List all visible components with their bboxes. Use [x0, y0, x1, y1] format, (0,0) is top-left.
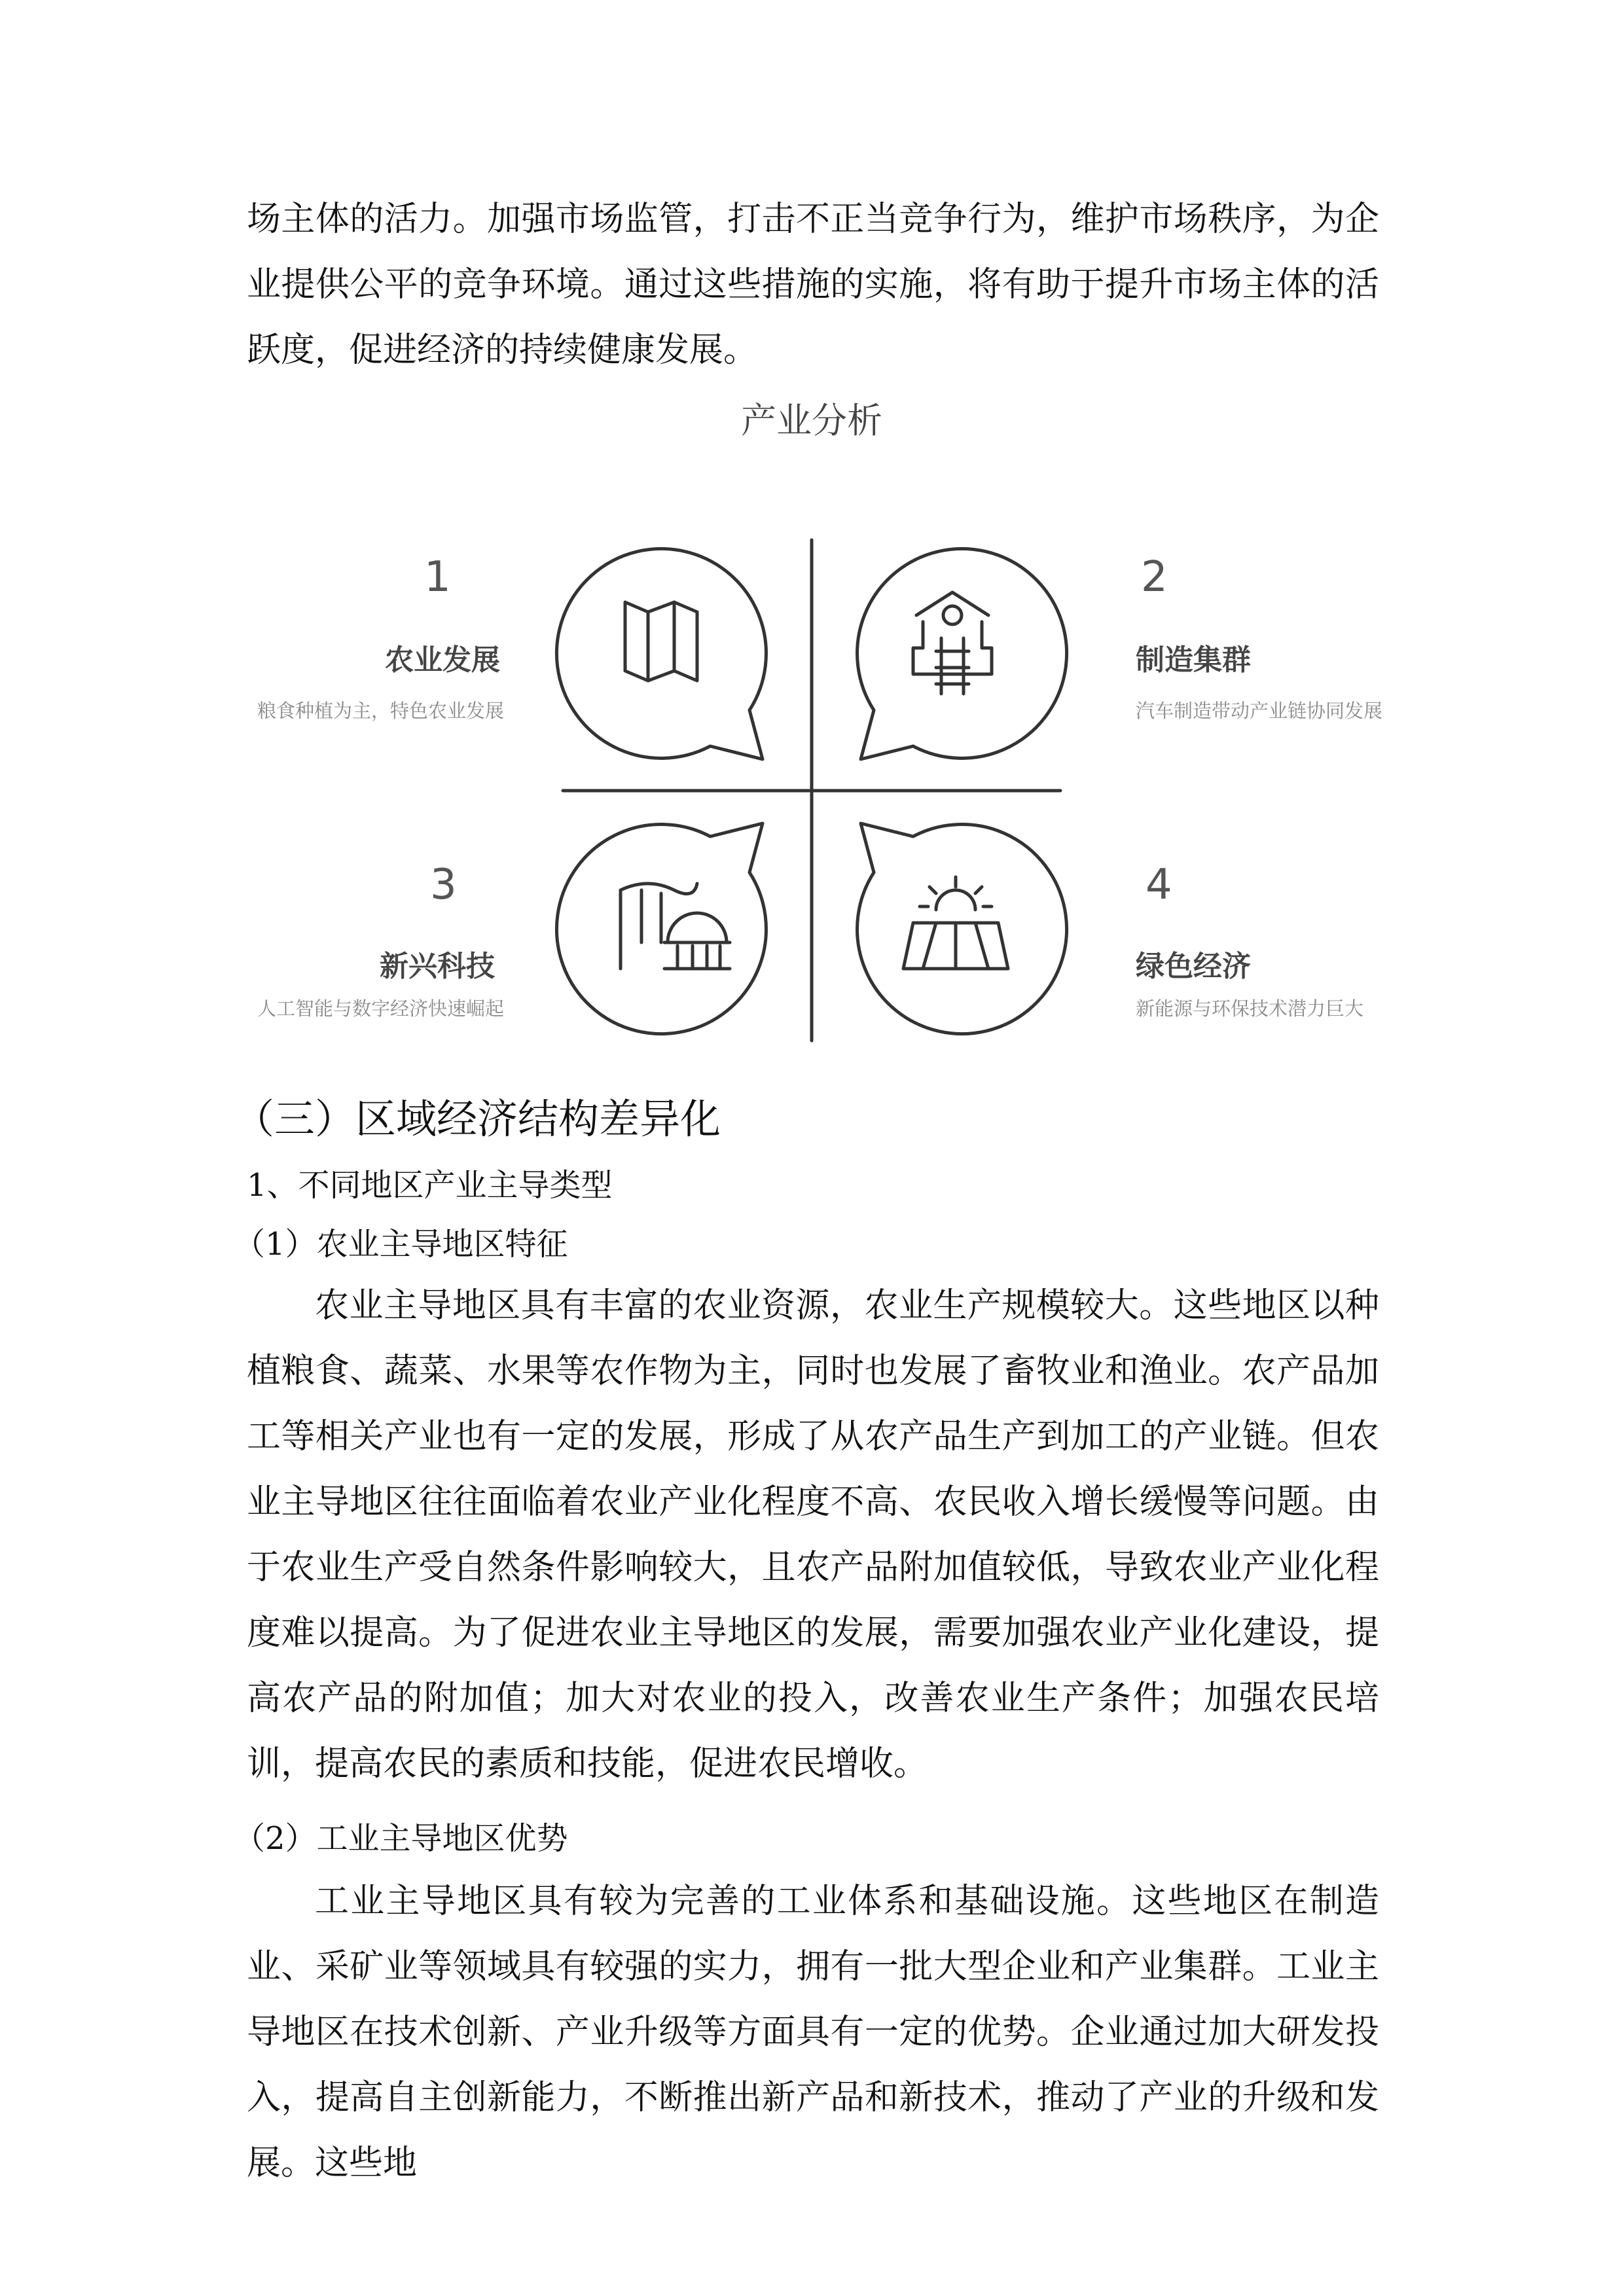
sub2-title: （2）工业主导地区优势: [234, 1820, 568, 1857]
sub1-paragraph: 农业主导地区具有丰富的农业资源，农业生产规模较大。这些地区以种植粮食、蔬菜、水果等农作物为主，同时也发展了畜牧业和渔业。农产品加工等相关产业也有一定的发展，形成了从农产品生产到加工的产业链。但农业主导地区往往面临着农业产业化程度不高、农民收入增长缓慢等问题。由于农业生产受自然条件影响较大，且农产品附加值较低，导致农业产业化程度难以提高。为了促进农业主导地区的发展，需要加强农业产业化建设，提高农产品的附加值；加大对农业的投入，改善农业生产条件；加强农民培训，提高农民的素质和技能，促进农民增收。: [247, 1286, 1379, 1784]
item-4-number: 4: [1146, 861, 1172, 909]
flag-dome-icon: [621, 884, 730, 969]
subsection-heading: 1、不同地区产业主导类型: [247, 1167, 613, 1204]
industry-analysis-diagram: [0, 367, 1624, 1073]
item-4-name: 绿色经济: [1136, 950, 1251, 983]
item-3-desc: 人工智能与数字经济快速崛起: [257, 997, 504, 1020]
speech-bubble-1: [556, 548, 766, 759]
item-1-desc: 粮食种植为主，特色农业发展: [257, 700, 504, 722]
diagram-title: 产业分析: [741, 400, 882, 441]
intro-paragraph: 场主体的活力。加强市场监管，打击不正当竞争行为，维护市场秩序，为企业提供公平的竞争环境。通过这些措施的实施，将有助于提升市场主体的活跃度，促进经济的持续健康发展。: [247, 200, 1379, 370]
speech-bubble-4: [857, 823, 1067, 1034]
sub2-paragraph: 工业主导地区具有较为完善的工业体系和基础设施。这些地区在制造业、采矿业等领域具有较强的实力，拥有一批大型企业和产业集群。工业主导地区在技术创新、产业升级等方面具有一定的优势。企业通过加大研发投入，提高自主创新能力，不断推出新产品和新技术，推动了产业的升级和发展。这些地: [247, 1882, 1379, 2183]
section-heading: （三）区域经济结构差异化: [234, 1095, 721, 1143]
map-icon: [625, 602, 697, 681]
item-2-name: 制造集群: [1136, 643, 1251, 677]
sub1-title: （1）农业主导地区特征: [234, 1226, 568, 1263]
item-1-number: 1: [424, 553, 451, 601]
item-4-desc: 新能源与环保技术潜力巨大: [1136, 997, 1364, 1020]
item-3-number: 3: [430, 861, 457, 909]
item-2-number: 2: [1141, 553, 1168, 601]
item-3-name: 新兴科技: [380, 950, 495, 983]
item-2-desc: 汽车制造带动产业链协同发展: [1136, 700, 1383, 722]
item-1-name: 农业发展: [385, 643, 500, 677]
school-building-icon: [913, 592, 992, 694]
sunrise-field-icon: [903, 877, 1008, 969]
